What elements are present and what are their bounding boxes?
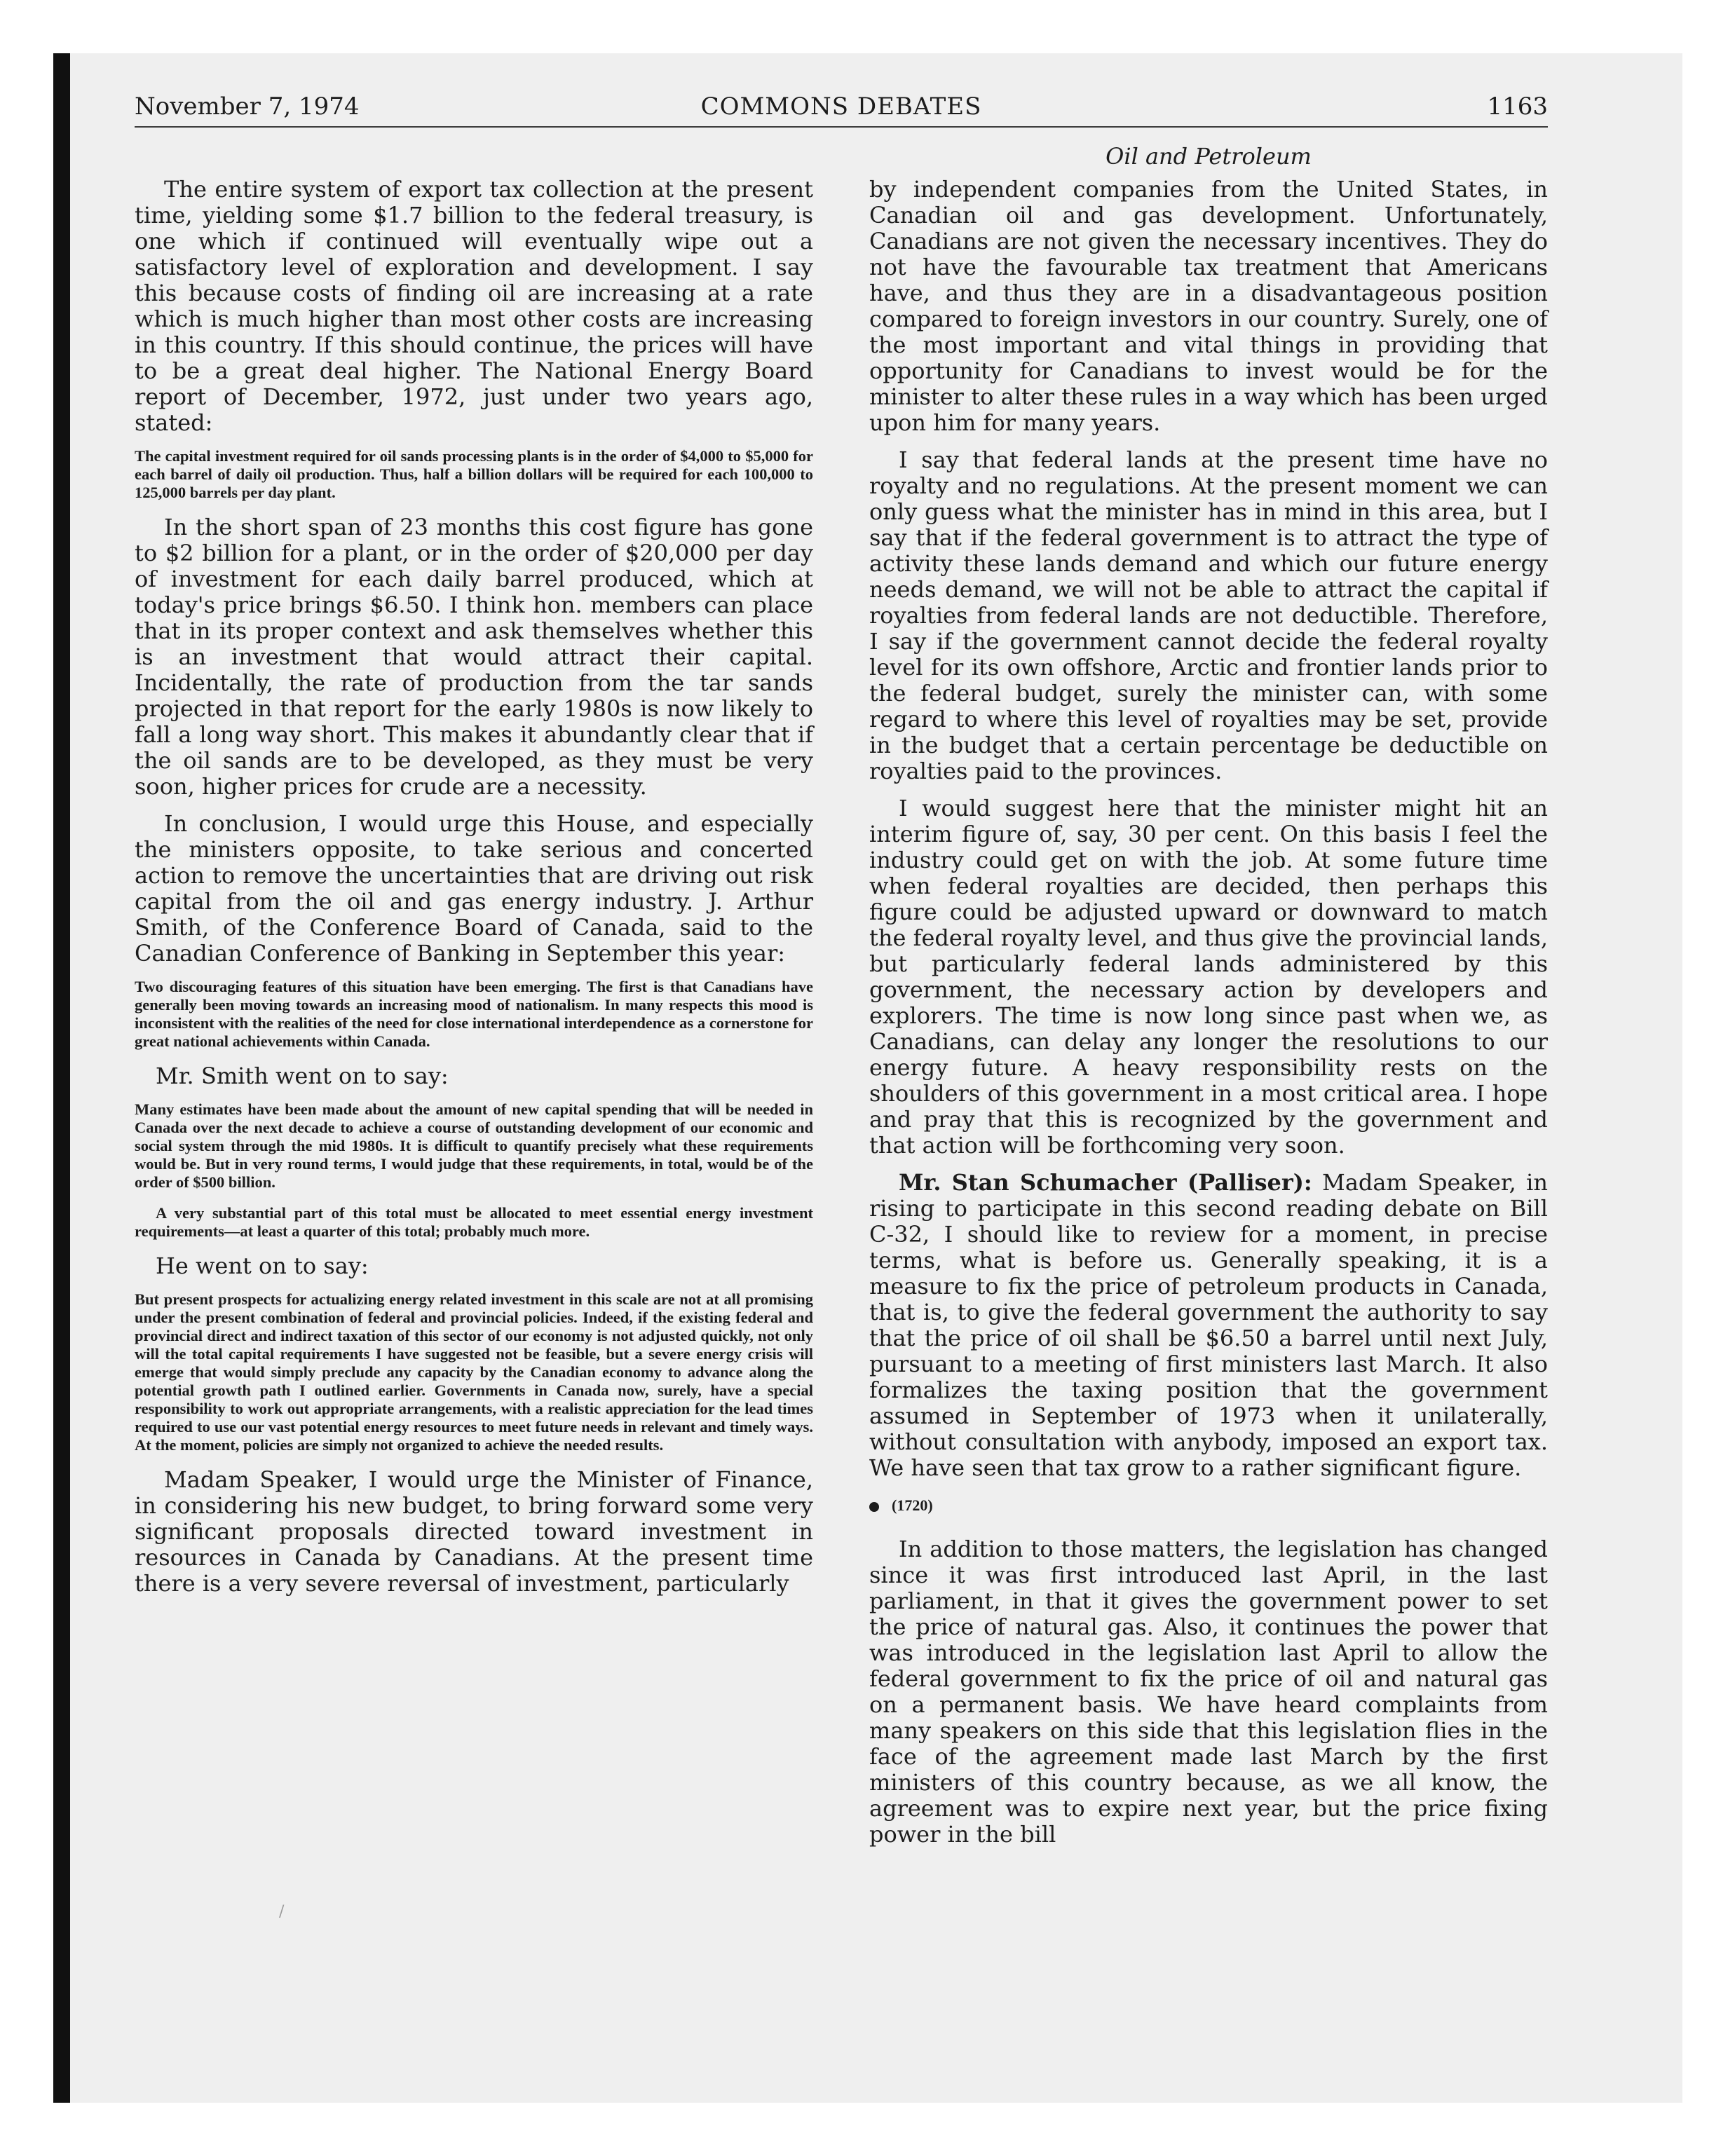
paragraph: In conclusion, I would urge this House, and especially the ministers opposite, to take serious and concerted action to remove the uncertainties that are driving out risk capital from the oil and gas energy industry. J. Arthur Smith, of the Conference Board of Canada, said to the Canadian Conference of Banking in September this year: <box>135 810 813 967</box>
page-header <box>135 90 1548 128</box>
header-title: COMMONS DEBATES <box>700 93 982 121</box>
bullet-icon <box>869 1502 879 1512</box>
left-column <box>135 177 813 1608</box>
scan-border <box>53 53 70 2103</box>
paragraph: by independent companies from the United States, in Canadian oil and gas development. Unfortunately, Canadians are not given the necessary incentives. They do not have the favourable tax treatment that Americans have, and thus they are in a disadvantageous position compared to foreign investors in our country. Surely, one of the most important and vital things in providing that opportunity for Canadians to invest would be for the minister to alter these rules in a way which has been urged upon him for many years. <box>869 176 1548 436</box>
paragraph: The entire system of export tax collection at the present time, yielding some $1.7 billion to the federal treasury, is one which if continued will eventually wipe out a satisfactory level of exploration and development. I say this because costs of finding oil are increasing at a rate which is much higher than most other costs are increasing in this country. If this should continue, the prices will have to be a great deal higher. The National Energy Board report of December, 1972, just under two years ago, stated: <box>135 176 813 436</box>
stray-mark-icon: / <box>279 1903 285 1920</box>
paragraph: I say that federal lands at the present time have no royalty and no regulations. At the present moment we can only guess what the minister has in mind in this area, but I say that if the federal government is to attract the type of activity these lands demand and which our future energy needs demand, we will not be able to attract the capital if royalties from federal lands are not deductible. Therefore, I say if the government cannot decide the federal royalty level for its own offshore, Arctic and frontier lands prior to the federal budget, surely the minister can, with some regard to where this level of royalties may be set, provide in the budget that a certain percentage be deductible on royalties paid to the provinces. <box>869 446 1548 784</box>
timestamp-line <box>869 1492 1548 1518</box>
section-heading: Oil and Petroleum <box>1105 143 1312 170</box>
paragraph: I would suggest here that the minister might hit an interim figure of, say, 30 per cent. On this basis I feel the industry could get on with the job. At some future time when federal royalties are decided, then perhaps this figure could be adjusted upward or downward to match the federal royalty level, and thus give the provincial lands, but particularly federal lands administered by this government, the necessary action by developers and explorers. The time is now long since past when we, as Canadians, can delay any longer the resolutions to our energy future. A heavy responsibility rests on the shoulders of this government in a most critical area. I hope and pray that this is recognized by the government and that action will be forthcoming very soon. <box>869 795 1548 1159</box>
timestamp: (1720) <box>892 1496 933 1514</box>
block-quote: A very substantial part of this total must be allocated to meet essential energy investment requirements—at least a quarter of this total; probably much more. <box>135 1204 813 1240</box>
block-quote: But present prospects for actualizing energy related investment in this scale are not at all promising under the present combination of federal and provincial policies. Indeed, if the existing federal and provincial direct and indirect taxation of this sector of our economy is not adjusted quickly, not only will the total capital requirements I have suggested not be feasible, but a severe energy crisis will emerge that would simply preclude any capacity by the Canadian economy to advance along the potential growth path I outlined earlier. Governments in Canada now, surely, have a special responsibility to work out appropriate arrangements, with a realistic appreciation for the lead times required to use our vast potential energy resources to meet future needs in relevant and timely ways. At the moment, policies are simply not organized to achieve the needed results. <box>135 1290 813 1454</box>
speech-text: Madam Speaker, in rising to participate in this second reading debate on Bill C-32, I should like to review for a moment, in precise terms, what is before us. Generally speaking, it is a measure to fix the price of petroleum products in Canada, that is, to give the federal government the authority to say that the price of oil shall be $6.50 a barrel until next July, pursuant to a meeting of first ministers last March. It also formalizes the taxing position that the government assumed in September of 1973 when it unilaterally, without consultation with anybody, imposed an export tax. We have seen that tax grow to a rather significant figure. <box>869 1169 1549 1481</box>
paragraph: Madam Speaker, I would urge the Minister of Finance, in considering his new budget, to bring forward some very significant proposals directed toward investment in resources in Canada by Canadians. At the present time there is a very severe reversal of investment, particularly <box>135 1466 813 1597</box>
block-quote: Many estimates have been made about the amount of new capital spending that will be needed in Canada over the next decade to achieve a course of outstanding development of our economic and social system through the mid 1980s. It is difficult to quantify precisely what these requirements would be. But in very round terms, I would judge that these requirements, in total, would be of the order of $500 billion. <box>135 1100 813 1191</box>
speaker-name: Mr. Stan Schumacher (Palliser): <box>899 1169 1312 1196</box>
right-column <box>869 177 1548 1859</box>
paragraph: He went on to say: <box>156 1253 369 1279</box>
paragraph: In the short span of 23 months this cost figure has gone to $2 billion for a plant, or in the order of $20,000 per day of investment for each daily barrel produced, which at today's price brings $6.50. I think hon. members can place that in its proper context and ask themselves whether this is an investment that would attract their capital. Incidentally, the rate of production from the tar sands projected in that report for the early 1980s is now likely to fall a long way short. This makes it abundantly clear that if the oil sands are to be developed, as they must be very soon, higher prices for crude are a necessity. <box>135 514 813 800</box>
block-quote: Two discouraging features of this situation have been emerging. The first is that Canadians have generally been moving towards an increasing mood of nationalism. In many respects this mood is inconsistent with the realities of the need for close international interdependence as a cornerstone for great national achievements within Canada. <box>135 978 813 1050</box>
speech-paragraph <box>869 1170 1548 1481</box>
paragraph: In addition to those matters, the legislation has changed since it was first introduced last April, in the last parliament, in that it gives the government power to set the price of natural gas. Also, it continues the power that was introduced in the legislation last April to allow the federal government to fix the price of oil and natural gas on a permanent basis. We have heard complaints from many speakers on this side that this legislation flies in the face of the agreement made last March by the first ministers of this country because, as we all know, the agreement was to expire next year, but the price fixing power in the bill <box>869 1536 1548 1848</box>
header-date: November 7, 1974 <box>135 93 360 121</box>
page-number: 1163 <box>1487 93 1548 121</box>
paragraph: Mr. Smith went on to say: <box>156 1063 449 1089</box>
block-quote: The capital investment required for oil sands processing plants is in the order of $4,000 to $5,000 for each barrel of daily oil production. Thus, half a billion dollars will be required for each 100,000 to 125,000 barrels per day plant. <box>135 447 813 501</box>
